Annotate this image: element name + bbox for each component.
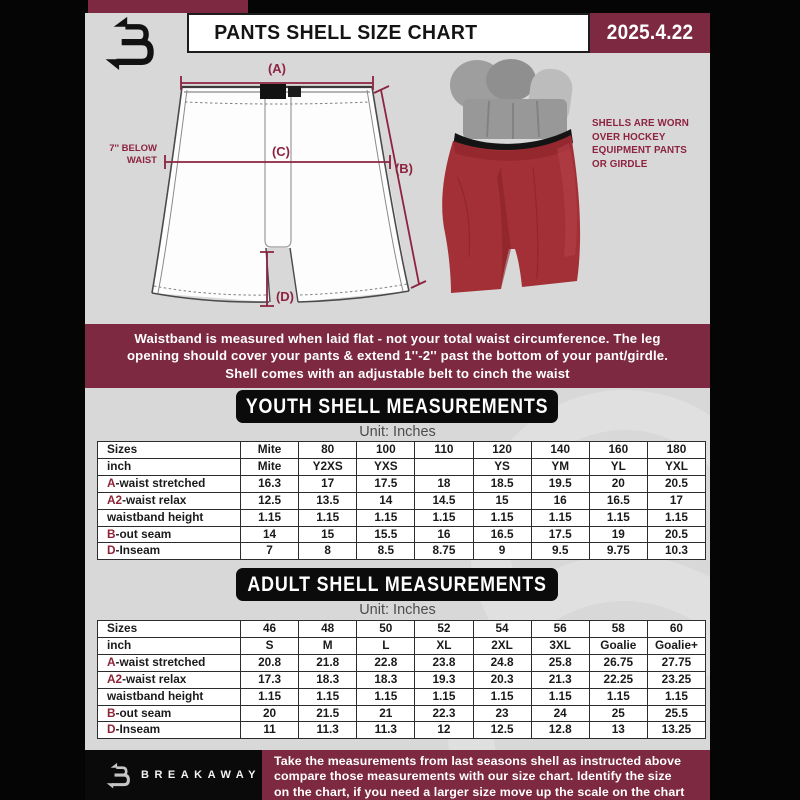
- brand-wordmark: BREAKAWAY: [141, 769, 261, 781]
- table-row: [98, 671, 706, 688]
- value-cell: 18: [415, 475, 473, 492]
- value-cell: Goalie+: [647, 637, 705, 654]
- value-cell: M: [299, 637, 357, 654]
- row-label: A2-waist relax: [98, 671, 241, 688]
- value-cell: 13: [589, 722, 647, 739]
- value-cell: 19.3: [415, 671, 473, 688]
- measure-label-a: (A): [267, 61, 287, 76]
- value-cell: 19: [589, 526, 647, 543]
- header-maroon-strip: [88, 0, 248, 13]
- value-cell: 25.8: [531, 654, 589, 671]
- value-cell: 1.15: [473, 509, 531, 526]
- date-text: 2025.4.22: [606, 21, 694, 44]
- content-area: [85, 0, 710, 800]
- row-label: Sizes: [98, 442, 241, 459]
- value-cell: 17.3: [241, 671, 299, 688]
- value-cell: 25: [589, 705, 647, 722]
- table-row: [98, 442, 706, 459]
- value-cell: 1.15: [299, 509, 357, 526]
- shells-worn-note: SHELLS ARE WORN OVER HOCKEY EQUIPMENT PANTS OR GIRDLE: [592, 118, 689, 170]
- value-cell: 15.5: [357, 526, 415, 543]
- footer: [85, 750, 710, 800]
- measure-label-c: (C): [271, 144, 291, 159]
- value-cell: 1.15: [647, 688, 705, 705]
- row-label-prefix: B: [107, 705, 116, 720]
- value-cell: 14: [241, 526, 299, 543]
- value-cell: 21.5: [299, 705, 357, 722]
- footer-line: compare those measurements with our size chart. Identify the size: [274, 769, 672, 784]
- hockey-pants-photo: [437, 57, 590, 307]
- value-cell: 20: [241, 705, 299, 722]
- value-cell: 8.75: [415, 543, 473, 560]
- value-cell: YS: [473, 458, 531, 475]
- row-label: B-out seam: [98, 526, 241, 543]
- value-cell: 13.25: [647, 722, 705, 739]
- table-row: [98, 722, 706, 739]
- adult-size-table: [97, 620, 706, 739]
- value-cell: 18.5: [473, 475, 531, 492]
- value-cell: 1.15: [531, 509, 589, 526]
- value-cell: 160: [589, 442, 647, 459]
- row-label-prefix: A2: [107, 671, 123, 686]
- row-label: D-Inseam: [98, 543, 241, 560]
- value-cell: 24: [531, 705, 589, 722]
- value-cell: YM: [531, 458, 589, 475]
- value-cell: YXL: [647, 458, 705, 475]
- value-cell: 17: [299, 475, 357, 492]
- table-row: [98, 543, 706, 560]
- table-row: [98, 475, 706, 492]
- value-cell: 50: [357, 621, 415, 638]
- row-label-prefix: D: [107, 722, 116, 737]
- value-cell: 14.5: [415, 492, 473, 509]
- belt-buckle: [260, 84, 286, 99]
- table-row: [98, 492, 706, 509]
- row-label: inch: [98, 637, 241, 654]
- value-cell: 12: [415, 722, 473, 739]
- adult-section-title: ADULT SHELL MEASUREMENTS: [247, 572, 547, 596]
- row-label-prefix: D: [107, 543, 116, 558]
- value-cell: 1.15: [647, 509, 705, 526]
- value-cell: 25.5: [647, 705, 705, 722]
- adult-section-banner: [236, 568, 558, 601]
- value-cell: 12.5: [473, 722, 531, 739]
- page-title-bar: [187, 13, 590, 53]
- value-cell: 13.5: [299, 492, 357, 509]
- row-label: waistband height: [98, 688, 241, 705]
- value-cell: 16.3: [241, 475, 299, 492]
- footer-instructions: [262, 750, 710, 800]
- row-label: A-waist stretched: [98, 654, 241, 671]
- date-badge: [590, 13, 710, 53]
- youth-size-table: [97, 441, 706, 560]
- value-cell: 8.5: [357, 543, 415, 560]
- table-row: [98, 705, 706, 722]
- value-cell: 24.8: [473, 654, 531, 671]
- value-cell: 18.3: [299, 671, 357, 688]
- value-cell: 1.15: [299, 688, 357, 705]
- measure-label-b: (B): [394, 161, 414, 176]
- value-cell: YL: [589, 458, 647, 475]
- value-cell: 1.15: [415, 509, 473, 526]
- youth-unit-label: Unit: Inches: [359, 424, 436, 440]
- value-cell: 58: [589, 621, 647, 638]
- footer-line: Take the measurements from last seasons shell as instructed above: [274, 754, 682, 768]
- value-cell: 12.8: [531, 722, 589, 739]
- row-label-prefix: A: [107, 654, 116, 669]
- value-cell: 15: [299, 526, 357, 543]
- value-cell: 110: [415, 442, 473, 459]
- table-row: [98, 509, 706, 526]
- value-cell: 80: [299, 442, 357, 459]
- value-cell: 60: [647, 621, 705, 638]
- info-line: opening should cover your pants & extend 1''-2'' past the bottom of your pant/girdle.: [126, 348, 669, 364]
- value-cell: 15: [473, 492, 531, 509]
- value-cell: 3XL: [531, 637, 589, 654]
- adult-unit-label: Unit: Inches: [359, 602, 436, 618]
- table-row: [98, 654, 706, 671]
- value-cell: 16.5: [473, 526, 531, 543]
- value-cell: 22.25: [589, 671, 647, 688]
- value-cell: 23.8: [415, 654, 473, 671]
- footer-line: on the chart, if you need a larger size move up the scale on the chart: [274, 784, 685, 799]
- value-cell: 22.8: [357, 654, 415, 671]
- youth-section-banner: [236, 390, 558, 423]
- value-cell: 20: [589, 475, 647, 492]
- value-cell: 11.3: [357, 722, 415, 739]
- value-cell: 46: [241, 621, 299, 638]
- row-label-prefix: A: [107, 475, 116, 490]
- shorts-measurement-diagram: [145, 60, 427, 312]
- value-cell: 21: [357, 705, 415, 722]
- value-cell: 1.15: [531, 688, 589, 705]
- value-cell: 23: [473, 705, 531, 722]
- footer-brand-block: [85, 750, 262, 800]
- value-cell: 9: [473, 543, 531, 560]
- table-row: [98, 458, 706, 475]
- value-cell: 19.5: [531, 475, 589, 492]
- value-cell: 27.75: [647, 654, 705, 671]
- row-label: inch: [98, 458, 241, 475]
- value-cell: 52: [415, 621, 473, 638]
- breakaway-logo-icon: [105, 762, 131, 789]
- value-cell: [415, 458, 473, 475]
- value-cell: 1.15: [241, 509, 299, 526]
- value-cell: 20.8: [241, 654, 299, 671]
- value-cell: 11: [241, 722, 299, 739]
- value-cell: Mite: [241, 442, 299, 459]
- value-cell: 23.25: [647, 671, 705, 688]
- value-cell: 180: [647, 442, 705, 459]
- value-cell: 1.15: [589, 688, 647, 705]
- row-label: waistband height: [98, 509, 241, 526]
- value-cell: 12.5: [241, 492, 299, 509]
- row-label: A2-waist relax: [98, 492, 241, 509]
- value-cell: 7: [241, 543, 299, 560]
- value-cell: 20.3: [473, 671, 531, 688]
- row-label-prefix: B: [107, 526, 116, 541]
- waistband-info-banner: [85, 324, 710, 388]
- row-label-prefix: A2: [107, 492, 123, 507]
- value-cell: 11.3: [299, 722, 357, 739]
- row-label: B-out seam: [98, 705, 241, 722]
- row-label: Sizes: [98, 621, 241, 638]
- below-waist-label: 7'' BELOW WAIST: [109, 143, 157, 166]
- value-cell: 1.15: [473, 688, 531, 705]
- value-cell: 22.3: [415, 705, 473, 722]
- info-line: Shell comes with an adjustable belt to cinch the waist: [225, 365, 570, 381]
- value-cell: 20.5: [647, 526, 705, 543]
- info-line: Waistband is measured when laid flat - not your total waist circumference. The leg: [134, 330, 661, 346]
- value-cell: 14: [357, 492, 415, 509]
- value-cell: 16: [531, 492, 589, 509]
- value-cell: 10.3: [647, 543, 705, 560]
- value-cell: 17.5: [357, 475, 415, 492]
- value-cell: 17: [647, 492, 705, 509]
- value-cell: S: [241, 637, 299, 654]
- value-cell: XL: [415, 637, 473, 654]
- value-cell: YXS: [357, 458, 415, 475]
- value-cell: 140: [531, 442, 589, 459]
- measure-label-d: (D): [275, 289, 295, 304]
- table-row: [98, 526, 706, 543]
- table-row: [98, 688, 706, 705]
- value-cell: 21.8: [299, 654, 357, 671]
- row-label: A-waist stretched: [98, 475, 241, 492]
- value-cell: 120: [473, 442, 531, 459]
- value-cell: 9.5: [531, 543, 589, 560]
- value-cell: Mite: [241, 458, 299, 475]
- value-cell: 54: [473, 621, 531, 638]
- value-cell: 1.15: [357, 509, 415, 526]
- youth-section-title: YOUTH SHELL MEASUREMENTS: [245, 394, 549, 418]
- value-cell: 8: [299, 543, 357, 560]
- value-cell: 1.15: [357, 688, 415, 705]
- value-cell: 48: [299, 621, 357, 638]
- breakaway-logo-icon: [102, 14, 156, 72]
- value-cell: 21.3: [531, 671, 589, 688]
- value-cell: 2XL: [473, 637, 531, 654]
- page-title: PANTS SHELL SIZE CHART: [214, 21, 478, 44]
- value-cell: 16.5: [589, 492, 647, 509]
- value-cell: 1.15: [415, 688, 473, 705]
- value-cell: 16: [415, 526, 473, 543]
- value-cell: 26.75: [589, 654, 647, 671]
- value-cell: 9.75: [589, 543, 647, 560]
- value-cell: 17.5: [531, 526, 589, 543]
- value-cell: 1.15: [241, 688, 299, 705]
- value-cell: 18.3: [357, 671, 415, 688]
- value-cell: L: [357, 637, 415, 654]
- table-row: [98, 621, 706, 638]
- value-cell: 56: [531, 621, 589, 638]
- table-row: [98, 637, 706, 654]
- value-cell: 20.5: [647, 475, 705, 492]
- value-cell: Y2XS: [299, 458, 357, 475]
- row-label: D-Inseam: [98, 722, 241, 739]
- value-cell: Goalie: [589, 637, 647, 654]
- value-cell: 100: [357, 442, 415, 459]
- value-cell: 1.15: [589, 509, 647, 526]
